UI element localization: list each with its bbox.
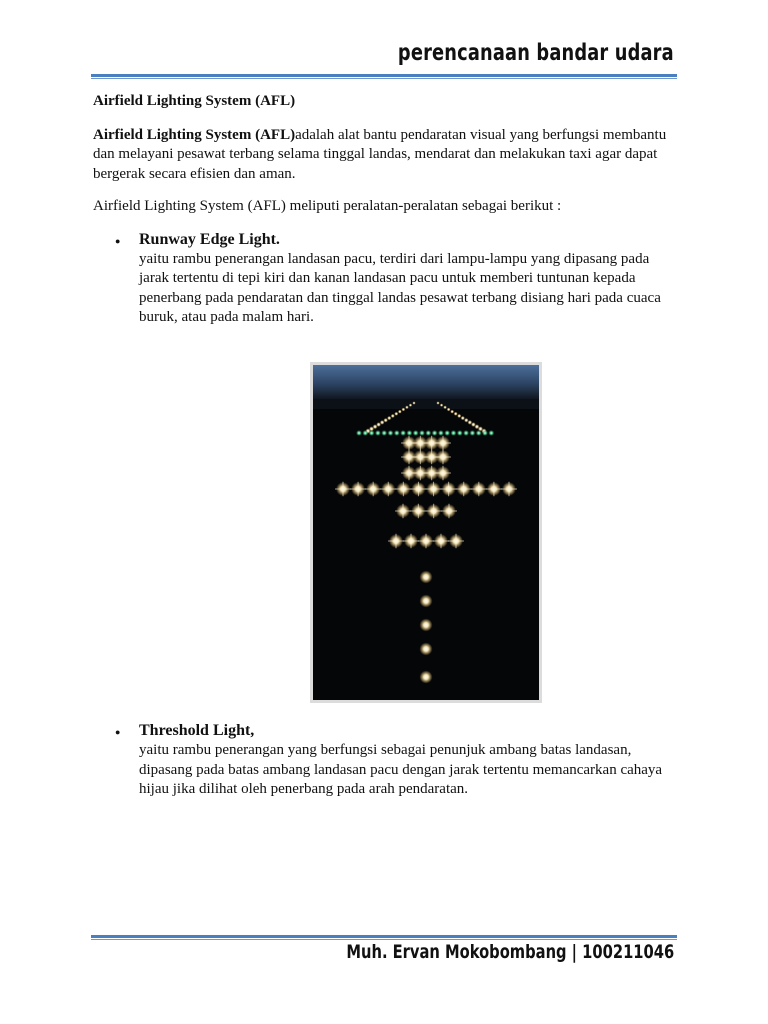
list-item <box>93 230 678 328</box>
threshold-light <box>438 430 444 436</box>
centerline-light <box>420 595 433 608</box>
threshold-light <box>356 430 362 436</box>
runway-edge-light <box>394 412 398 416</box>
runway-edge-light <box>457 414 461 418</box>
runway-edge-light <box>440 403 443 406</box>
runway-edge-light <box>454 412 458 416</box>
threshold-light <box>362 430 368 436</box>
threshold-light <box>476 430 482 436</box>
list-item <box>93 721 678 800</box>
centerline-light <box>420 571 433 584</box>
runway-edge-light <box>402 408 406 412</box>
runway-edge-light <box>436 401 439 404</box>
lead-paragraph: Airfield Lighting System (AFL) meliputi peralatan-peralatan sebagai berikut : <box>93 198 562 214</box>
threshold-light <box>451 430 457 436</box>
threshold-light <box>369 430 375 436</box>
threshold-light <box>457 430 463 436</box>
threshold-light <box>394 430 400 436</box>
list-item-title: Threshold Light, <box>139 722 255 739</box>
list-item-inner <box>93 721 678 800</box>
threshold-light <box>413 430 419 436</box>
threshold-light <box>469 430 475 436</box>
list-item-title: Runway Edge Light. <box>139 230 280 248</box>
runway-edge-light <box>391 414 395 418</box>
runway-lights-photo <box>310 362 542 703</box>
threshold-light <box>388 430 394 436</box>
threshold-light <box>400 430 406 436</box>
threshold-light <box>463 430 469 436</box>
runway-edge-light <box>409 403 412 406</box>
runway-edge-light <box>443 406 447 410</box>
centerline-light <box>420 619 433 632</box>
threshold-light <box>381 430 387 436</box>
runway-edge-light <box>450 410 454 414</box>
intro-bold-term: Airfield Lighting System (AFL) <box>93 126 296 143</box>
runway-edge-light <box>412 401 415 404</box>
threshold-light <box>375 430 381 436</box>
bullet-icon: ● <box>115 727 121 737</box>
threshold-light <box>444 430 450 436</box>
header-title: perencanaan bandar udara <box>398 40 674 66</box>
intro-paragraph <box>93 126 678 185</box>
list-item-description: yaitu rambu penerangan landasan pacu, terdiri dari lampu-lampu yang dipasang pada jarak tertentu di tepi kiri dan kanan landasan pacu untuk memberi tuntunan kepada penerbang pada pendaratan dan tinggal landas pesawat terbang disiang hari pada cuaca buruk, atau pada malam hari. <box>139 250 661 325</box>
document-body <box>93 92 678 328</box>
runway-edge-light <box>447 408 451 412</box>
list-item-description: yaitu rambu penerangan yang berfungsi sebagai penunjuk ambang batas landasan, dipasang pada batas ambang landasan pacu dengan jarak tertentu memancarkan cahaya hijau jika dilihat oleh penerbang pada arah pendaratan. <box>139 742 663 797</box>
intro-text: adalah alat bantu pendaratan visual yang berfungsi membantu dan melayani pesawat terbang selama tinggal landas, mendarat dan melakukan taxi agar dapat bergerak secara efisien dan aman. <box>93 126 667 182</box>
header-divider <box>91 74 677 79</box>
bullet-icon: ● <box>115 235 121 246</box>
threshold-light <box>488 430 494 436</box>
centerline-light <box>420 643 433 656</box>
section-heading: Airfield Lighting System (AFL) <box>93 93 296 109</box>
runway-edge-light <box>398 410 402 414</box>
threshold-light <box>406 430 412 436</box>
centerline-light <box>420 671 433 684</box>
footer-author: Muh. Ervan Mokobombang | 100211046 <box>346 941 674 963</box>
footer-divider <box>91 935 677 940</box>
threshold-light <box>425 430 431 436</box>
threshold-light <box>482 430 488 436</box>
threshold-light <box>432 430 438 436</box>
threshold-light <box>419 430 425 436</box>
runway-edge-light <box>405 406 409 410</box>
